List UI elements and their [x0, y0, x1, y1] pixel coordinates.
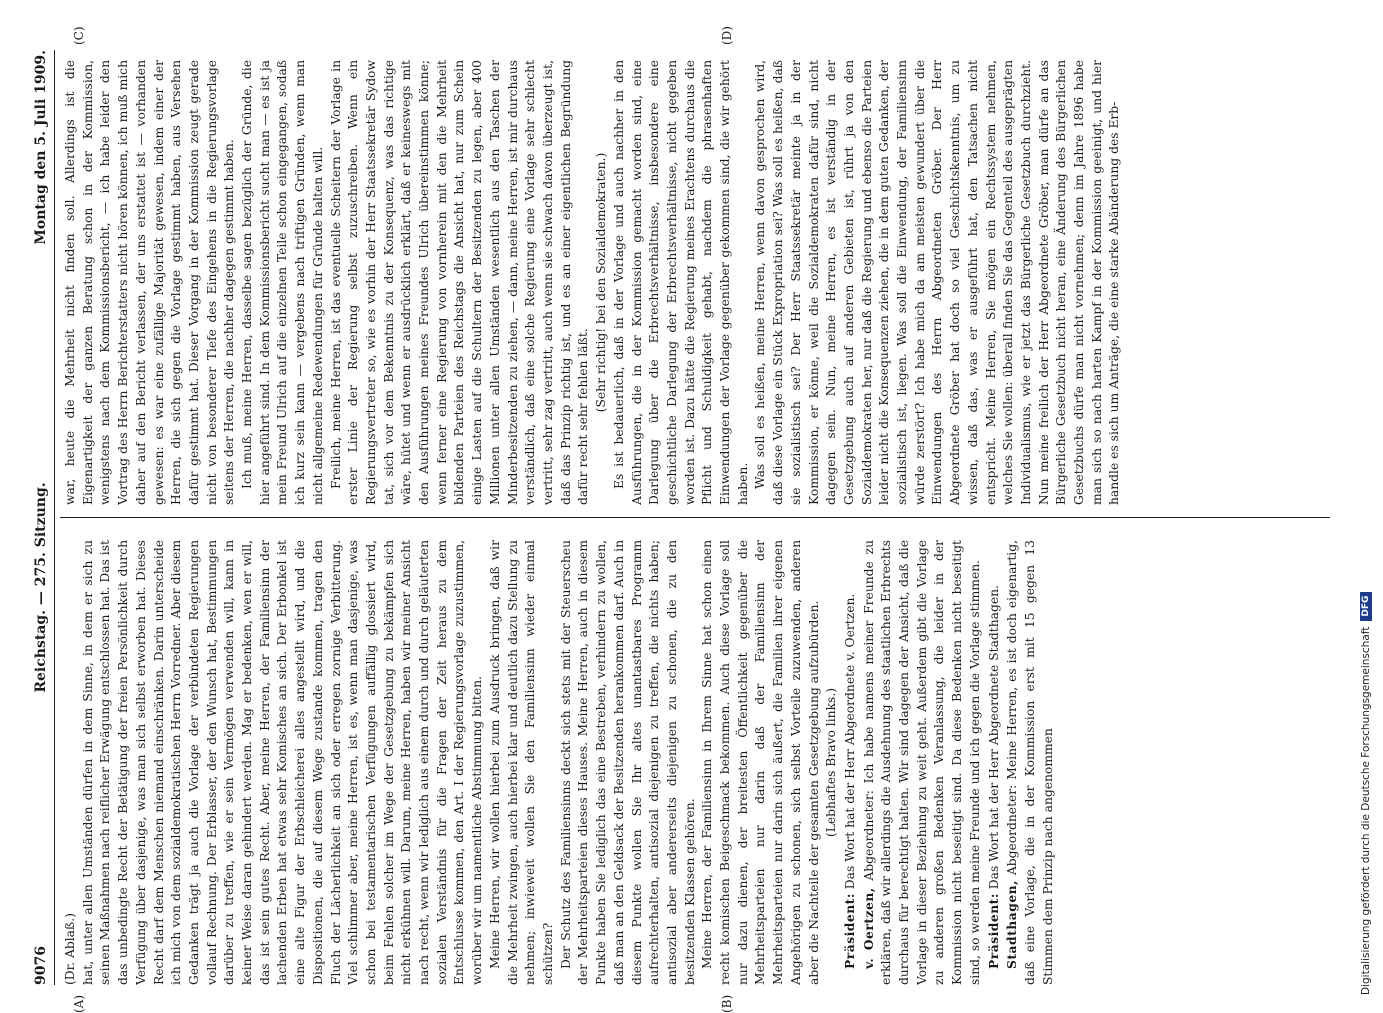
speech-stadthagen	[1003, 540, 1057, 985]
paragraph: Freilich, meine Herren, ist das eventuelle Scheitern der Vorlage in erster Linie der Regierung selbst zuzuschreiben. Wenn ein Regierungsvertreter so, wie es vorhin der Herr Staatssekretär Sydow tat, sich vor dem Bekenntnis zu der Konsequenz, was das richtige wäre, hütet und wenn er ausdrücklich erklärt, daß er keineswegs mit den Ausführungen meines Freundes Ulrich übereinstimmen könne; wenn ferner eine Regierung von vornherein mit den die Mehrheit bildenden Parteien des Reichstags die Ansicht hat, nur zum Schein einige Lasten auf die Schultern der Besitzenden zu legen, aber 400 Millionen unter allen Umständen wesentlich aus den Taschen der Minderbesitzenden zu ziehen, — dann, meine Herren, ist mir durchaus verständlich, daß eine solche Regierung eine Vorlage sehr schlecht vertritt, sehr zag vertritt, auch wenn sie schwach davon überzeugt ist, daß das Prinzip richtig ist, und es an einer eigentlichen Begründung dafür recht sehr fehlen läßt.	[328, 60, 591, 505]
dfg-logo: DFG	[1360, 592, 1372, 621]
rotated-page	[30, 26, 1350, 1013]
speaker-label: Stadthagen,	[1004, 880, 1020, 969]
page-title: Reichstag. — 275. Sitzung.	[33, 482, 49, 693]
paragraph: Der Schutz des Familiensinns deckt sich stets mit der Steuerscheu der Mehrheitsparteien dieses Hauses. Meine Herren, auch in diesem Punkte haben Sie lediglich das eine Bestreben, verhindern zu wollen, daß man an den Geldsack der Besitzenden herankommen darf. Auch in diesem Punkte wollen Sie Ihr altes unantastbares Programm aufrechterhalten, antisozial diejenigen zu treffen, die nichts haben; antisozial aber andererseits diejenigen zu schonen, die zu den besitzenden Klassen gehören.	[558, 540, 697, 985]
paragraph: Was soll es heißen, meine Herren, wenn davon gesprochen wird, daß diese Vorlage ein Stück Expropriation sei? Was soll es heißen, daß sie sozialistisch sei? Der Herr Staatssekretär meinte ja in der Kommission, er könne, weil die Sozialdemokraten dafür sind, nicht dagegen sein. Nun, meine Herren, es ist verständig in der Gesetzgebung auch auf anderen Gebieten ist, rührt ja von den Sozialdemokraten her, nur daß die Regierung und ebenso die Parteien leider nicht die Konsequenzen ziehen, die in dem guten Gedanken, der sozialistisch ist, liegen. Was soll die Einwendung, der Familiensinn würde zerstört? Ich habe mich da am meisten gewundert über die Einwendungen des Herrn Abgeordneten Gröber. Der Herr Abgeordnete Gröber hat doch so viel Geschichtskenntnis, um zu wissen, daß das, was er ausgeführt hat, den Tatsachen nicht entspricht. Meine Herren, Sie mögen ein Rechtssystem nehmen, welches Sie wollen: überall finden Sie das Gegenteil des ausgeprägten Individualismus, wie er jetzt das Bürgerliche Gesetzbuch durchzieht. Nun meine freilich der Herr Abgeordnete Gröber, man dürfe an das Bürgerliche Gesetzbuch nicht heran, eine Änderung des Bürgerlichen Gesetzbuchs dürfe man nicht vornehmen; denn im Jahre 1896 habe man sich so nach harten Kampf in der Kommission geeinigt, und hier handle es sich um Anträge, die eine starke Abänderung des Erb-	[753, 60, 1122, 505]
statement-text: Das Wort hat der Herr Abgeordnete v. Oertzen.	[842, 593, 857, 890]
president-statement	[841, 540, 860, 985]
applause-note: (Sehr richtig! bei den Sozialdemokraten.)	[594, 152, 609, 413]
page-date: Montag den 5. Juli 1909.	[33, 50, 49, 245]
president-statement	[985, 540, 1004, 985]
margin-marker-c: (C)	[72, 26, 86, 45]
speaker-label: Präsident:	[985, 893, 1001, 969]
speech-oertzen	[860, 540, 985, 985]
paragraph: Meine Herren, der Familiensinn in Ihrem Sinne hat schon einen recht komischen Beigeschmack bekommen. Auch diese Vorlage soll nur dazu dienen, der breitesten Öffentlichkeit gegenüber die Mehrheitsparteien nur darin daß der Familiensinn der Mehrheitsparteien nur darin sich äußert, die Familien ihrer eigenen Angehörigen zu schonen, sich selbst Vorteile zuzuwenden, anderen aber die Nachteile der gesamten Gesetzgebung aufzubürden.	[700, 540, 821, 985]
applause-note: (Lebhaftes Bravo links.)	[824, 687, 839, 838]
paragraph: hat, unter allen Umständen dürfen in dem Sinne, in dem er sich zu seinen Maßnahmen nach reiflicher Erwägung entschlossen hat. Das ist das unbedingte Recht der Betätigung der freien Persönlichkeit durch Verfügung über dasjenige, was man sich selbst erworben hat. Dieses Recht darf dem Menschen niemand einschränken. Darin unterscheide ich mich von dem sozialdemokratischen Herrn Vorredner. Aber diesem Gedanken trägt ja auch die Vorlage der verbündeten Regierungen vollauf Rechnung. Der Erblasser, der den Wunsch hat, Bestimmungen darüber zu treffen, wie er sein Vermögen verwenden will, kann in keiner Weise daran gehindert werden. Mag er bedenken, wen er will, das ist sein gutes Recht. Aber, meine Herren, der Familiensinn der lachenden Erben hat etwas sehr Komisches an sich. Der Erbonkel ist eine alte Figur der Erbschleicherei alles angestellt wird, und die Dispositionen, die auf diesem Wege zustande kommen, tragen den Fluch der Lächerlichkeit an sich oder erregen zornige Verbitterung. Viel schlimmer aber, meine Herren, ist es, wenn man dasjenige, was schon bei testamentarischen Verfügungen auffällig glossiert wird, beim Fehlen solcher im Wege der Gesetzgebung zu bekämpfen sich nicht erkühnen will. Darum, meine Herren, haben wir meiner Ansicht nach recht, wenn wir lediglich aus einem durch und durch geläuterten sozialen Verständnis für die Fragen der Zeit heraus zu dem Entschlusse kommen, den Art. I der Regierungsvorlage zuzustimmen, worüber wir um namentliche Abstimmung bitten.	[80, 540, 485, 985]
digitization-credit	[1360, 592, 1372, 995]
credit-text: Digitalisierung gefördert durch die Deutsche Forschungsgemeinschaft	[1360, 626, 1372, 995]
paragraph: Es ist bedauerlich, daß in der Vorlage und auch nachher in den Ausführungen, die in der Kommission gemacht worden sind, eine Darlegung über die Erbrechtsverhältnisse, insbesondere eine geschichtliche Darlegung der Erbrechtsverhältnisse, nicht gegeben worden ist. Dazu hätte die Regierung meines Erachtens durchaus die Pflicht und Schuldigkeit gehabt, nachdem die phrasenhaften Einwendungen der Vorlage gegenüber gekommen sind, die wir gehört haben.	[611, 60, 750, 505]
page-header	[30, 50, 52, 985]
margin-marker-a: (A)	[72, 994, 86, 1013]
statement-text: Das Wort hat der Herr Abgeordnete Stadthagen.	[986, 585, 1001, 890]
statement-text: Abgeordneter: Meine Herren, es ist doch eigenartig, daß eine Vorlage, die in der Kommission erst mit 15 gegen 13 Stimmen dem Prinzip nach angenommen	[1005, 540, 1055, 985]
right-column	[62, 60, 1330, 505]
statement-text: Abgeordneter: Ich habe namens meiner Freunde zu erklären, daß wir allerdings die Ausdehnung des staatlichen Erbrechts durchaus für berechtigt halten. Wir sind dagegen der Ansicht, daß die Vorlage in dieser Beziehung zu weit geht. Außerdem gibt die Vorlage zu anderen großen Bedenken Veranlassung, die leider in der Kommission nicht beseitigt sind. Da diese Bedenken nicht beseitigt sind, so werden meine Freunde und ich gegen die Vorlage stimmen.	[861, 540, 982, 985]
margin-marker-d: (D)	[720, 26, 734, 45]
speaker-context: (Dr. Ablaß.)	[63, 913, 77, 985]
speaker-label: Präsident:	[841, 893, 857, 969]
column-separator	[60, 517, 1330, 518]
paragraph: war, heute die Mehrheit nicht finden soll. Allerdings ist die Eigenartigkeit der ganzen Beratung schon in der Kommission, wenigstens nach dem Kommissionsbericht, — ich habe leider den Vortrag des Herrn Berichterstatters nicht hören können, ich muß mich daher auf den Bericht verlassen, der uns erstattet ist — vorhanden gewesen: es war eine zufällige Majorität gewesen, indem einer der Herren, die sich gegen die Vorlage gestimmt haben, aus Versehen dafür gestimmt hat. Dieser Vorgang in der Kommission zeugt gerade nicht von besonderer Tiefe des Eingehens in die Regierungsvorlage seitens der Herren, die nachher dagegen gestimmt haben.	[63, 60, 237, 505]
margin-marker-b: (B)	[720, 994, 734, 1013]
page-number: 9076	[33, 946, 49, 985]
paragraph: Ich muß, meine Herren, dasselbe sagen bezüglich der Gründe, die hier angeführt sind. In dem Kommissionsbericht sucht man — es ist ja mein Freund Ulrich auf die einzelnen Teile schon eingegangen, sodaß ich kurz sein kann — vergebens nach triftigen Gründen, wenn man nicht allgemeine Redewendungen für Gründe halten will.	[240, 60, 325, 505]
header-rule	[54, 50, 55, 985]
left-column	[62, 540, 1330, 985]
speaker-label: v. Oertzen,	[860, 887, 876, 969]
paragraph: Meine Herren, wir wollen hierbei zum Ausdruck bringen, daß wir die Mehrheit zwingen, auch hierbei klar und deutlich dazu Stellung zu nehmen; inwieweit wollen Sie den Familiensinn wieder einmal schützen?	[487, 540, 555, 985]
